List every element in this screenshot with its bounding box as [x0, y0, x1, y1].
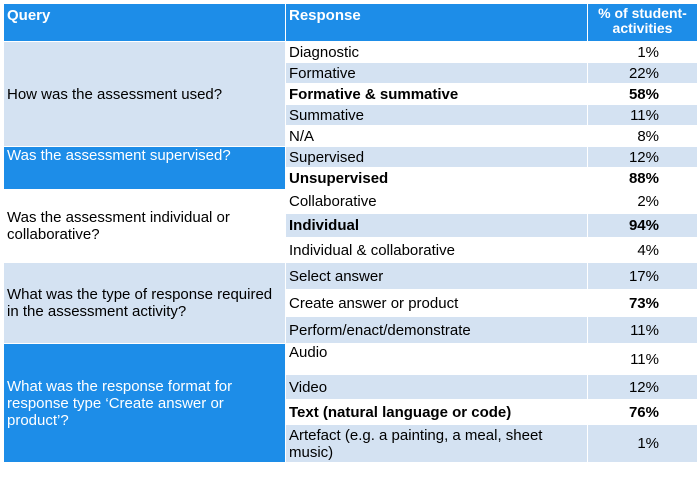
query-cell: What was the type of response required in the assessment activity? — [4, 263, 286, 344]
header-response: Response — [286, 4, 588, 42]
percent-cell: 12% — [588, 147, 698, 168]
response-cell: Audio — [286, 344, 588, 375]
response-cell: Perform/enact/demonstrate — [286, 317, 588, 344]
percent-cell: 76% — [588, 400, 698, 425]
response-cell: Individual & collaborative — [286, 238, 588, 263]
response-cell: Video — [286, 375, 588, 400]
percent-cell: 1% — [588, 42, 698, 63]
percent-cell: 88% — [588, 168, 698, 190]
query-cell: How was the assessment used? — [4, 42, 286, 147]
percent-cell: 58% — [588, 84, 698, 105]
percent-cell: 4% — [588, 238, 698, 263]
response-cell: Create answer or product — [286, 290, 588, 317]
response-cell: Supervised — [286, 147, 588, 168]
response-cell: Formative & summative — [286, 84, 588, 105]
response-cell: Select answer — [286, 263, 588, 290]
response-cell: Formative — [286, 63, 588, 84]
response-cell: Artefact (e.g. a painting, a meal, sheet music) — [286, 425, 588, 463]
percent-cell: 94% — [588, 214, 698, 238]
percent-cell: 73% — [588, 290, 698, 317]
percent-cell: 11% — [588, 317, 698, 344]
table-row — [4, 190, 698, 214]
response-cell: Diagnostic — [286, 42, 588, 63]
table-row — [4, 344, 698, 375]
query-cell: What was the response format for response type ‘Create answer or product’? — [4, 344, 286, 463]
response-cell: N/A — [286, 126, 588, 147]
query-cell: Was the assessment individual or collaborative? — [4, 190, 286, 263]
percent-cell: 12% — [588, 375, 698, 400]
header-row — [4, 4, 698, 42]
percent-cell: 8% — [588, 126, 698, 147]
response-cell: Summative — [286, 105, 588, 126]
query-cell: Was the assessment supervised? — [4, 147, 286, 190]
percent-cell: 11% — [588, 344, 698, 375]
table-row — [4, 263, 698, 290]
percent-cell: 1% — [588, 425, 698, 463]
percent-cell: 17% — [588, 263, 698, 290]
table-row — [4, 42, 698, 63]
table-row — [4, 147, 698, 168]
percent-cell: 2% — [588, 190, 698, 214]
header-query: Query — [4, 4, 286, 42]
assessment-summary-table — [3, 3, 698, 463]
header-percent: % of student-activities — [588, 4, 698, 42]
percent-cell: 22% — [588, 63, 698, 84]
response-cell: Collaborative — [286, 190, 588, 214]
response-cell: Unsupervised — [286, 168, 588, 190]
percent-cell: 11% — [588, 105, 698, 126]
response-cell: Individual — [286, 214, 588, 238]
response-cell: Text (natural language or code) — [286, 400, 588, 425]
